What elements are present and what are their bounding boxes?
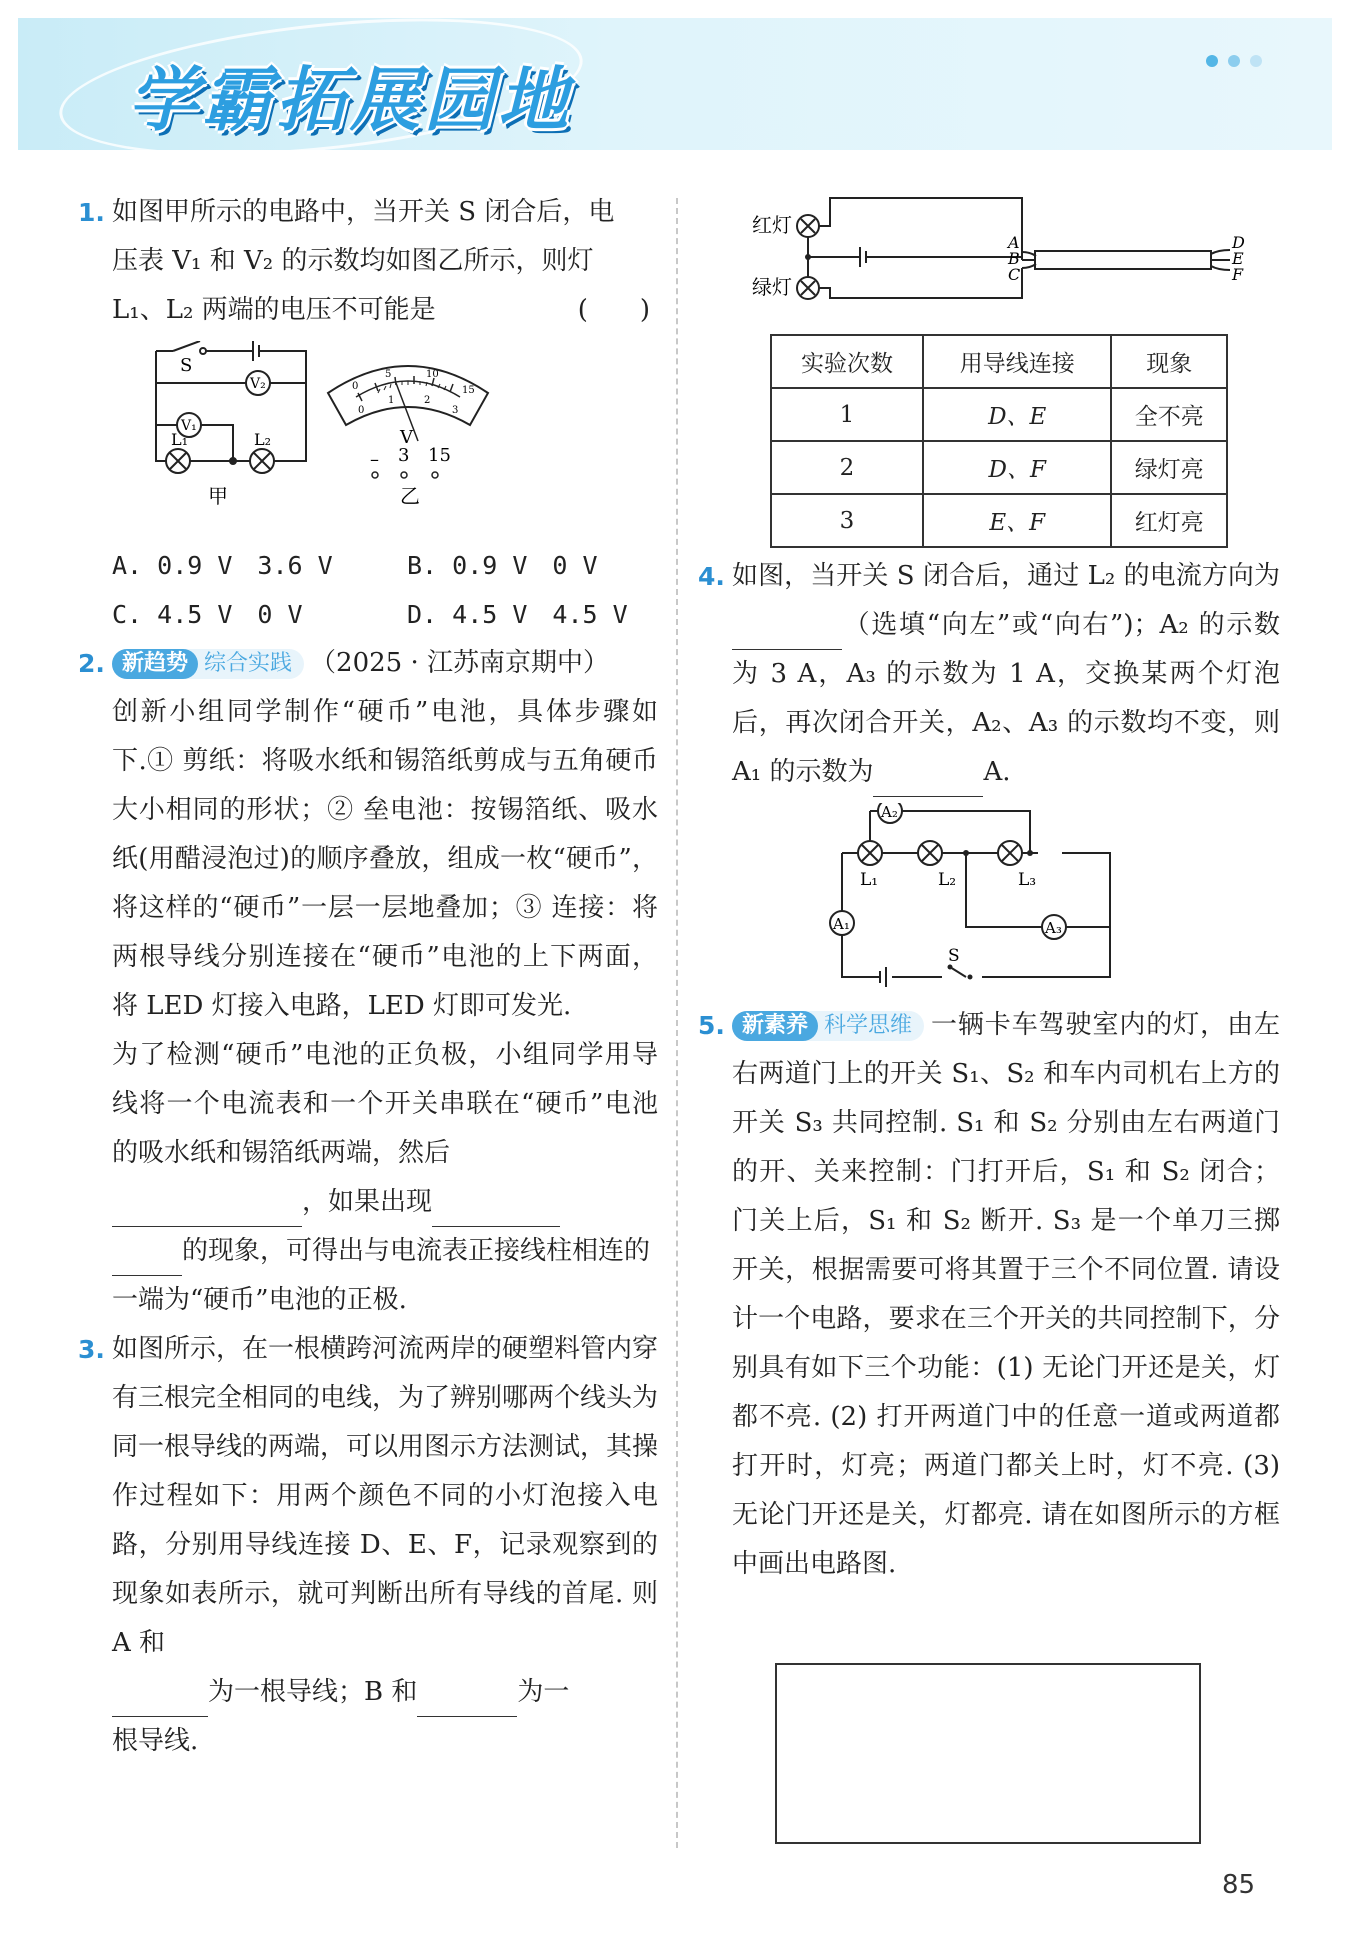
label-e: E <box>1232 249 1244 268</box>
label-l2: L₂ <box>254 430 272 449</box>
terminal-15: 15 <box>428 445 451 466</box>
question-number: 3. <box>78 1335 105 1364</box>
option-d[interactable]: D. 4.5 V 4.5 V <box>407 600 628 629</box>
question-3 <box>78 1325 658 1766</box>
terminal-neg: – <box>370 449 379 470</box>
column-divider <box>676 198 678 1848</box>
question-number: 1. <box>78 198 105 227</box>
table-cell: D、E <box>923 388 1111 441</box>
label-a1: A₁ <box>833 915 850 933</box>
tick-bottom-0: 0 <box>358 405 365 416</box>
answer-blank[interactable] <box>112 1192 302 1227</box>
q1-line3: L₁、L₂ 两端的电压不可能是 <box>112 295 436 325</box>
question-2 <box>78 639 658 1325</box>
banner-dots <box>1196 52 1262 71</box>
label-s: S <box>948 946 960 966</box>
terminal-3: 3 <box>398 445 410 466</box>
question-5 <box>698 1001 1280 1589</box>
option-a[interactable]: A. 0.9 V 3.6 V <box>112 551 333 580</box>
table-cell: E、F <box>923 494 1111 547</box>
q5-text: 一辆卡车驾驶室内的灯，由左右两道门上的开关 S₁、S₂ 和车内司机右上方的开关 S₃ 共同控制. S₁ 和 S₂ 分别由左右两道门的开、关来控制：门打开后，S₁ 和 S₂ 闭合；门关上后，S₁ 和 S₂ 断开. S₃ 是一个单刀三掷开关，根据需要可将其置于三个不同位置. 请设计一个电路，要求在三个开关的共同控制下，分别具有如下三个功能：(1) 无论门开还是关，灯都不亮. (2) 打开两道门中的任意一道或两道都打开时，灯亮；两道门都关上时，灯不亮. (3) 无论门开还是关，灯都亮. 请在如图所示的方框中画出电路图. <box>732 1010 1280 1579</box>
caption-jia: 甲 <box>208 484 228 508</box>
label-b: B <box>1008 249 1020 268</box>
q3-text: 如图所示，在一根横跨河流两岸的硬塑料管内穿有三根完全相同的电线，为了辨别哪两个线头为同一根导线的两端，可以用图示方法测试，其操作过程如下：用两个颜色不同的小灯泡接入电路，分别用导线连接 D、E、F，记录观察到的现象如表所示，就可判断出所有导线的首尾. 则 A 和 <box>112 1334 659 1658</box>
tag-trend: 新趋势 综合实践 <box>112 649 304 679</box>
q4-figure <box>700 803 1280 993</box>
tick-top-15: 15 <box>462 385 475 396</box>
table-cell: 全不亮 <box>1111 388 1227 441</box>
tick-bottom-3: 3 <box>452 405 459 416</box>
table-row <box>771 494 1227 547</box>
tick-bottom-1: 1 <box>388 395 395 406</box>
answer-box[interactable] <box>775 1663 1201 1844</box>
answer-blank[interactable] <box>417 1682 517 1717</box>
label-a: A <box>1008 233 1020 252</box>
label-a3: A₃ <box>1045 919 1062 937</box>
question-number: 2. <box>78 649 105 678</box>
answer-blank[interactable] <box>873 762 983 797</box>
q1-line2: 压表 V₁ 和 V₂ 的示数均如图乙所示，则灯 <box>112 246 594 276</box>
q3-table <box>770 334 1228 548</box>
label-f: F <box>1232 265 1244 284</box>
right-column <box>700 552 1280 1589</box>
q2-mid: ，如果出现 <box>302 1187 433 1217</box>
label-l1: L₁ <box>171 430 189 449</box>
answer-bracket: ( ) <box>577 295 650 325</box>
option-c[interactable]: C. 4.5 V 0 V <box>112 600 303 629</box>
tag-literacy: 新素养 科学思维 <box>732 1011 924 1041</box>
table-header: 用导线连接 <box>923 335 1111 388</box>
label-l1: L₁ <box>860 870 879 890</box>
q4-text3: A. <box>983 757 1011 787</box>
tick-top-10: 10 <box>426 369 439 380</box>
q2-source: （2025 · 江苏南京期中） <box>310 648 609 678</box>
label-green-lamp: 绿灯 <box>752 275 792 299</box>
label-red-lamp: 红灯 <box>752 213 792 237</box>
table-cell: 红灯亮 <box>1111 494 1227 547</box>
table-cell: 绿灯亮 <box>1111 441 1227 494</box>
answer-blank[interactable] <box>732 615 842 650</box>
q1-line1: 如图甲所示的电路中，当开关 S 闭合后，电 <box>112 197 615 227</box>
tick-top-0: 0 <box>352 381 359 392</box>
label-v2: V₂ <box>250 376 266 392</box>
q2-end: 的现象，可得出与电流表正接线柱相连的一端为“硬币”电池的正极. <box>112 1236 651 1315</box>
left-column <box>78 188 658 1766</box>
label-l3: L₃ <box>1018 870 1037 890</box>
label-v1: V₁ <box>181 418 197 434</box>
question-1 <box>78 188 658 335</box>
q3-figure <box>740 190 1260 300</box>
circuit-jia <box>156 341 306 473</box>
q2-para1: 创新小组同学制作“硬币”电池，具体步骤如下.① 剪纸：将吸水纸和锡箔纸剪成与五角硬币大小相同的形状；② 垒电池：按锡箔纸、吸水纸(用醋浸泡过)的顺序叠放，组成一枚“硬币”，将这样的“硬币”一层一层地叠加；③ 连接：将两根导线分别连接在“硬币”电池的上下两面，将 LED 灯接入电路，LED 灯即可发光. <box>112 697 658 1021</box>
section-banner <box>18 18 1332 150</box>
q3-mid: 为一根导线；B 和 <box>208 1677 418 1707</box>
caption-yi: 乙 <box>400 484 420 508</box>
banner-title: 学霸拓展园地 <box>128 59 572 141</box>
q2-para2: 为了检测“硬币”电池的正负极，小组同学用导线将一个电流表和一个开关串联在“硬币”电池的吸水纸和锡箔纸两端，然后 <box>112 1040 658 1168</box>
table-row <box>771 441 1227 494</box>
table-header-row <box>771 335 1227 388</box>
q4-text1: 如图，当开关 S 闭合后，通过 L₂ 的电流方向为 <box>732 561 1280 591</box>
answer-blank[interactable] <box>432 1192 560 1227</box>
q3-end: 为一 <box>517 1677 570 1707</box>
question-number: 5. <box>698 1011 725 1040</box>
table-header: 现象 <box>1111 335 1227 388</box>
q1-figures <box>78 341 658 541</box>
page-number: 85 <box>1222 1870 1256 1900</box>
question-number: 4. <box>698 562 725 591</box>
question-4 <box>698 552 1280 797</box>
unit-v: V <box>400 427 413 448</box>
table-cell: D、F <box>923 441 1111 494</box>
tick-bottom-2: 2 <box>424 395 431 406</box>
option-b[interactable]: B. 0.9 V 0 V <box>407 551 598 580</box>
table-header: 实验次数 <box>771 335 923 388</box>
label-d: D <box>1232 233 1245 252</box>
label-l2: L₂ <box>938 870 957 890</box>
q3-last: 根导线. <box>112 1726 199 1756</box>
table-cell: 3 <box>771 494 923 547</box>
q1-options <box>78 541 658 639</box>
table-cell: 2 <box>771 441 923 494</box>
label-a2: A₂ <box>881 803 898 821</box>
label-switch-s: S <box>180 355 193 376</box>
table-row <box>771 388 1227 441</box>
answer-blank[interactable] <box>112 1682 208 1717</box>
tick-top-5: 5 <box>385 369 392 380</box>
label-c: C <box>1008 265 1021 284</box>
table-cell: 1 <box>771 388 923 441</box>
q4-text2: （选填“向左”或“向右”)；A₂ 的示数为 3 A，A₃ 的示数为 1 A，交换某两个灯泡后，再次闭合开关，A₂、A₃ 的示数均不变，则 A₁ 的示数为 <box>732 610 1280 787</box>
answer-blank[interactable] <box>112 1241 182 1276</box>
